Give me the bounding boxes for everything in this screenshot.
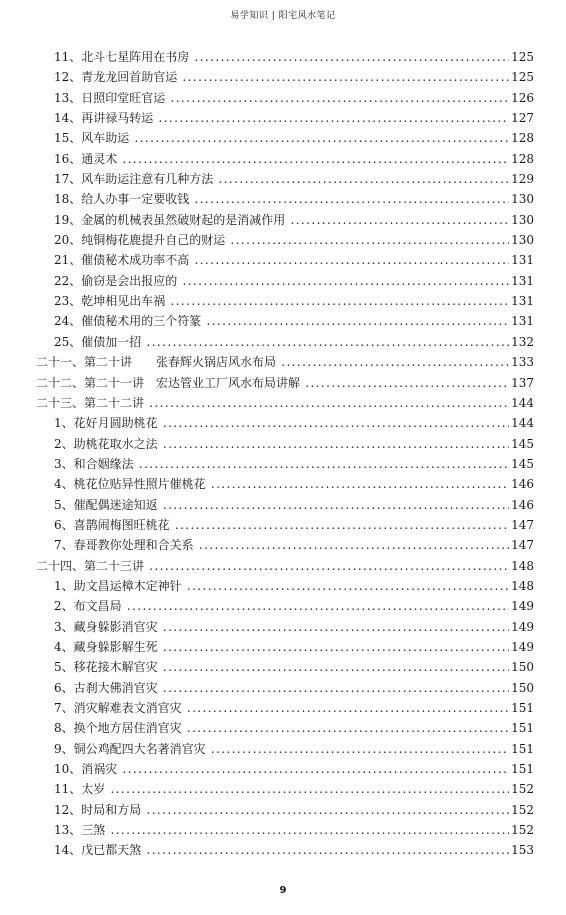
toc-entry-page: 130 [509,210,534,230]
toc-entry[interactable] [0,413,566,433]
toc-entry[interactable] [0,779,566,799]
toc-entry[interactable] [0,169,566,189]
toc-entry-label: 22、偷窃是会出报应的 ..... [54,271,526,291]
toc-entry-label: 8、换个地方居住消官灾 ..... [54,718,526,738]
toc-entry-page: 145 [509,454,534,474]
toc-entry-page: 129 [509,169,534,189]
toc-entry-page: 125 [509,47,534,67]
toc-entry-label: 2、助桃花取水之法 ..... [54,434,526,454]
toc-entry-label: 21、催债秘术成功率不高 ..... [54,250,526,270]
toc-entry-page: 149 [509,637,534,657]
toc-entry[interactable] [0,271,566,291]
toc-entry[interactable] [0,230,566,250]
toc-entry-label: 19、金属的机械表虽然破财起的是消减作用 ..... [54,210,526,230]
page-number: 9 [279,885,287,896]
toc-entry-label: 二十三、第二十二讲 ..... [36,393,526,413]
toc-entry[interactable] [0,454,566,474]
table-of-contents [0,47,566,861]
toc-entry[interactable] [0,759,566,779]
toc-entry-page: 146 [509,474,534,494]
toc-entry-label: 7、春哥教你处理和合关系 ..... [54,535,526,555]
toc-entry-page: 131 [509,250,534,270]
toc-entry-page: 151 [509,739,534,759]
toc-entry[interactable] [0,149,566,169]
toc-entry[interactable] [0,189,566,209]
toc-entry[interactable] [0,250,566,270]
toc-entry-label: 18、给人办事一定要收钱 ..... [54,189,526,209]
toc-entry[interactable] [0,108,566,128]
toc-entry-label: 12、青龙龙回首助官运 ..... [54,67,526,87]
toc-entry-page: 151 [509,698,534,718]
toc-entry[interactable] [0,495,566,515]
toc-entry-label: 二十二、第二十一讲 宏达管业工厂风水布局讲解 ..... [36,373,526,393]
toc-entry[interactable] [0,718,566,738]
toc-entry[interactable] [0,515,566,535]
toc-entry-page: 152 [509,800,534,820]
toc-entry-page: 149 [509,596,534,616]
toc-entry-label: 3、和合姻缘法 ..... [54,454,526,474]
toc-entry-label: 16、通灵术 ..... [54,149,526,169]
toc-entry[interactable] [0,474,566,494]
toc-entry[interactable] [0,291,566,311]
toc-entry-label: 5、移花接木解官灾 ..... [54,657,526,677]
toc-entry-label: 20、纯铜梅花鹿提升自己的财运 ..... [54,230,526,250]
toc-entry[interactable] [0,576,566,596]
toc-entry-page: 152 [509,779,534,799]
toc-entry[interactable] [0,657,566,677]
toc-entry-label: 23、乾坤相见出车祸 ..... [54,291,526,311]
toc-entry-page: 150 [509,657,534,677]
toc-entry-label: 1、花好月圆助桃花 ..... [54,413,526,433]
toc-entry-page: 128 [509,128,534,148]
toc-entry-label: 13、日照印堂旺官运 ..... [54,88,526,108]
toc-entry-page: 146 [509,495,534,515]
toc-entry-label: 11、北斗七星阵用在书房 ..... [54,47,526,67]
toc-entry-label: 1、助文昌运樟木定神针 ..... [54,576,526,596]
toc-entry-page: 148 [509,556,534,576]
toc-entry-page: 151 [509,718,534,738]
toc-chapter-entry[interactable] [0,393,566,413]
toc-entry[interactable] [0,617,566,637]
toc-entry[interactable] [0,332,566,352]
toc-entry-label: 10、消祸灾 ..... [54,759,526,779]
toc-entry-label: 9、铜公鸡配四大名著消官灾 ..... [54,739,526,759]
toc-entry-page: 131 [509,271,534,291]
toc-entry-page: 137 [509,373,534,393]
toc-entry[interactable] [0,678,566,698]
toc-entry-page: 125 [509,67,534,87]
toc-entry-label: 7、消灾解难表文消官灾 ..... [54,698,526,718]
toc-entry[interactable] [0,535,566,555]
toc-entry[interactable] [0,800,566,820]
toc-entry[interactable] [0,596,566,616]
toc-entry[interactable] [0,434,566,454]
toc-entry-label: 25、催债加一招 ..... [54,332,526,352]
toc-entry-page: 133 [509,352,534,372]
toc-entry-label: 17、风车助运注意有几种方法 ..... [54,169,526,189]
toc-entry-label: 5、催配偶迷途知返 ..... [54,495,526,515]
toc-entry-page: 147 [509,535,534,555]
toc-entry[interactable] [0,739,566,759]
toc-entry[interactable] [0,210,566,230]
toc-entry[interactable] [0,47,566,67]
toc-entry-label: 二十一、第二十讲 张春辉火锅店风水布局 ..... [36,352,526,372]
toc-entry-label: 6、喜鹊闹梅图旺桃花 ..... [54,515,526,535]
toc-entry-page: 149 [509,617,534,637]
toc-entry[interactable] [0,840,566,860]
toc-entry-page: 147 [509,515,534,535]
toc-entry-page: 130 [509,230,534,250]
toc-entry-label: 3、藏身躲影消官灾 ..... [54,617,526,637]
toc-entry-label: 12、时局和方局 ..... [54,800,526,820]
toc-entry[interactable] [0,311,566,331]
toc-entry-label: 二十四、第二十三讲 ..... [36,556,526,576]
toc-entry-label: 11、太岁 ..... [54,779,526,799]
toc-entry-page: 150 [509,678,534,698]
toc-entry-page: 130 [509,189,534,209]
toc-entry-page: 131 [509,311,534,331]
running-header: 易学知识 | 阳宅风水笔记 [230,11,336,21]
toc-entry-label: 14、戊已都天煞 ..... [54,840,526,860]
toc-entry-page: 148 [509,576,534,596]
toc-entry-label: 2、布文昌局 ..... [54,596,526,616]
toc-entry[interactable] [0,698,566,718]
toc-chapter-entry[interactable] [0,556,566,576]
toc-entry[interactable] [0,637,566,657]
toc-entry[interactable] [0,128,566,148]
toc-entry-page: 145 [509,434,534,454]
toc-chapter-entry[interactable] [0,352,566,372]
toc-entry-page: 151 [509,759,534,779]
toc-entry[interactable] [0,67,566,87]
toc-chapter-entry[interactable] [0,373,566,393]
toc-entry[interactable] [0,88,566,108]
toc-entry-label: 15、风车助运 ..... [54,128,526,148]
toc-entry-page: 127 [509,108,534,128]
toc-entry-page: 131 [509,291,534,311]
toc-entry-label: 14、再讲禄马转运 ..... [54,108,526,128]
toc-entry-page: 144 [509,393,534,413]
toc-entry-page: 126 [509,88,534,108]
toc-entry-page: 144 [509,413,534,433]
toc-entry-label: 6、古刹大佛消官灾 ..... [54,678,526,698]
toc-entry-label: 4、藏身躲影解生死 ..... [54,637,526,657]
toc-entry-page: 132 [509,332,534,352]
toc-entry-page: 152 [509,820,534,840]
toc-entry[interactable] [0,820,566,840]
toc-entry-label: 13、三煞 ..... [54,820,526,840]
toc-entry-page: 153 [509,840,534,860]
toc-entry-page: 128 [509,149,534,169]
toc-entry-label: 4、桃花位贴异性照片催桃花 ..... [54,474,526,494]
toc-entry-label: 24、催债秘术用的三个符篆 ..... [54,311,526,331]
